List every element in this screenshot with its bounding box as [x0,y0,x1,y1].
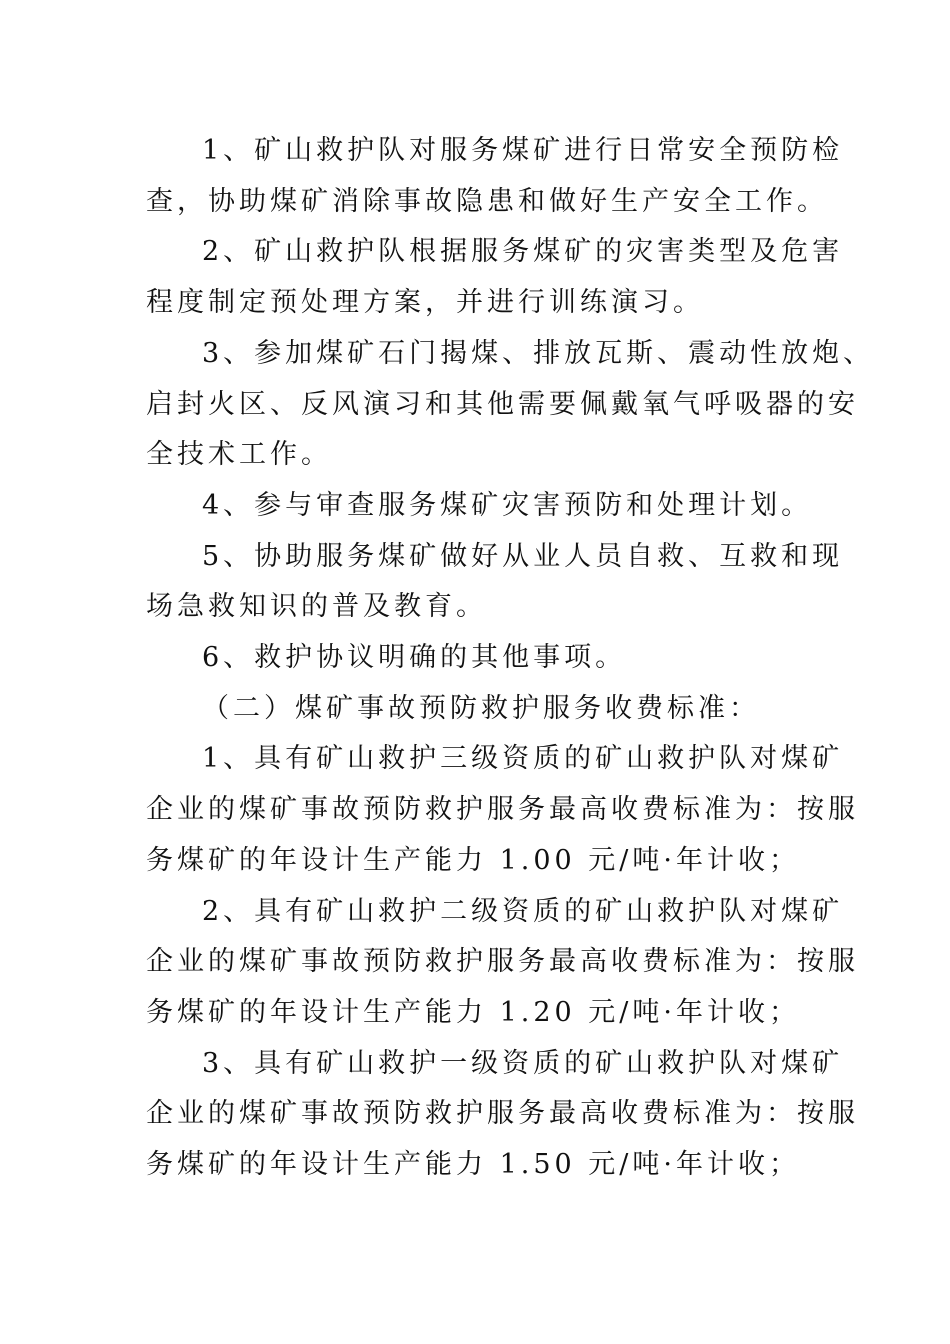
paragraph-line: （二）煤矿事故预防救护服务收费标准： [202,692,760,724]
paragraph-line: 务煤矿的年设计生产能力 1.50 元/吨·年计收； [146,1149,800,1181]
paragraph-item-5 [146,532,844,633]
paragraph-line: 4、参与审查服务煤矿灾害预防和处理计划。 [202,489,813,521]
document-body [146,126,875,1191]
fee-item-1 [146,734,859,886]
paragraph-line: 场急救知识的普及教育。 [146,591,487,623]
paragraph-line: 查，协助煤矿消除事故隐患和做好生产安全工作。 [146,185,828,217]
paragraph-item-6 [146,633,810,684]
paragraph-line: 务煤矿的年设计生产能力 1.20 元/吨·年计收； [146,996,800,1028]
paragraph-item-4 [146,481,813,532]
paragraph-line: 务煤矿的年设计生产能力 1.00 元/吨·年计收； [146,844,800,876]
paragraph-line: 企业的煤矿事故预防救护服务最高收费标准为：按服 [146,1098,859,1130]
paragraph-line: 全技术工作。 [146,439,332,471]
fee-item-2 [146,887,859,1039]
paragraph-line: 1、具有矿山救护三级资质的矿山救护队对煤矿 [202,743,844,775]
paragraph-line: 6、救护协议明确的其他事项。 [202,642,627,674]
paragraph-item-2 [146,227,844,328]
section-heading-fee-standard [146,684,810,735]
paragraph-line: 企业的煤矿事故预防救护服务最高收费标准为：按服 [146,946,859,978]
paragraph-line: 3、具有矿山救护一级资质的矿山救护队对煤矿 [202,1047,844,1079]
paragraph-line: 程度制定预处理方案，并进行训练演习。 [146,287,704,319]
paragraph-line: 启封火区、反风演习和其他需要佩戴氧气呼吸器的安 [146,388,859,420]
paragraph-item-1 [146,126,844,227]
paragraph-line: 1、矿山救护队对服务煤矿进行日常安全预防检 [202,135,844,166]
paragraph-line: 2、矿山救护队根据服务煤矿的灾害类型及危害 [202,236,844,268]
paragraph-line: 3、参加煤矿石门揭煤、排放瓦斯、震动性放炮、 [202,337,875,369]
paragraph-line: 2、具有矿山救护二级资质的矿山救护队对煤矿 [202,895,844,927]
paragraph-item-3 [146,329,875,481]
paragraph-line: 企业的煤矿事故预防救护服务最高收费标准为：按服 [146,794,859,826]
fee-item-3 [146,1039,859,1191]
paragraph-line: 5、协助服务煤矿做好从业人员自救、互救和现 [202,540,844,572]
